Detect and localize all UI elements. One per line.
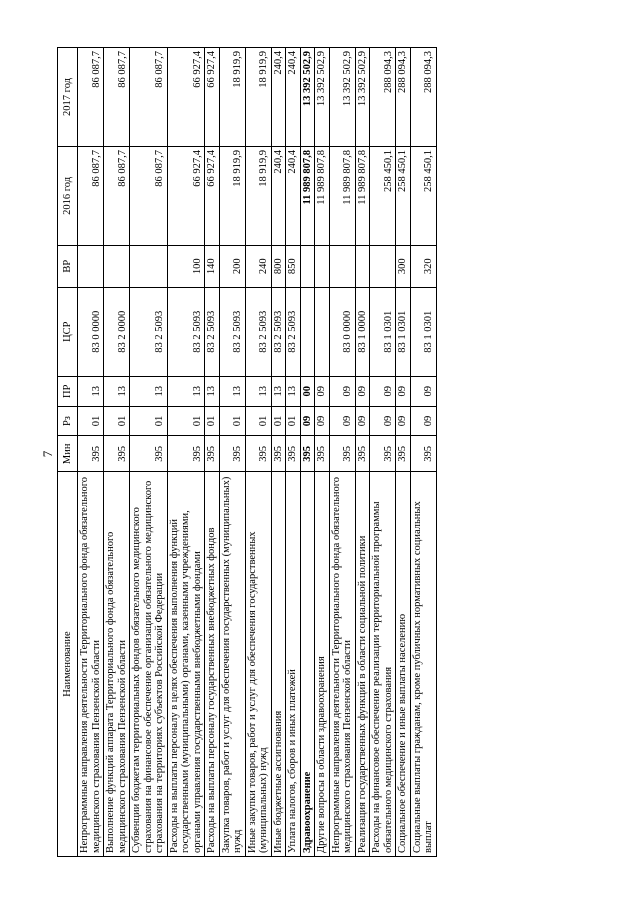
cell-name: Иные бюджетные ассигнования xyxy=(271,472,286,857)
table-row xyxy=(315,48,330,857)
cell-name: Иные закупки товаров, работ и услуг для обеспечения государственных (муниципальных) нужд xyxy=(245,472,271,857)
cell-2016: 11 989 807,8 xyxy=(355,146,370,245)
cell-rz: 01 xyxy=(245,406,271,436)
cell-rz: 01 xyxy=(167,406,205,436)
cell-vr xyxy=(78,245,104,287)
cell-vr: 320 xyxy=(410,245,436,287)
cell-2017: 18 919,9 xyxy=(219,48,245,147)
cell-csr: 83 0 0000 xyxy=(329,287,355,376)
cell-vr xyxy=(370,245,396,287)
table-row xyxy=(78,48,104,857)
table-row xyxy=(130,48,168,857)
cell-2016: 11 989 807,8 xyxy=(329,146,355,245)
cell-csr: 83 2 5093 xyxy=(130,287,168,376)
cell-csr: 83 2 5093 xyxy=(286,287,301,376)
cell-vr: 800 xyxy=(271,245,286,287)
table-row xyxy=(286,48,301,857)
cell-rz: 01 xyxy=(219,406,245,436)
cell-pr: 09 xyxy=(355,376,370,406)
cell-rz: 09 xyxy=(355,406,370,436)
cell-pr: 09 xyxy=(370,376,396,406)
cell-min: 395 xyxy=(78,436,104,472)
column-header-2017: 2017 год xyxy=(58,48,78,147)
cell-pr: 13 xyxy=(219,376,245,406)
cell-min: 395 xyxy=(167,436,205,472)
cell-2016: 11 989 807,8 xyxy=(315,146,330,245)
column-header-csr: ЦСР xyxy=(58,287,78,376)
column-header-vr: ВР xyxy=(58,245,78,287)
cell-pr: 09 xyxy=(410,376,436,406)
cell-2016: 86 087,7 xyxy=(130,146,168,245)
cell-rz: 01 xyxy=(130,406,168,436)
cell-csr: 83 0 0000 xyxy=(78,287,104,376)
column-header-min: Мин xyxy=(58,436,78,472)
cell-2016: 11 989 807,8 xyxy=(300,146,315,245)
table-row xyxy=(104,48,130,857)
cell-rz: 01 xyxy=(78,406,104,436)
cell-min: 395 xyxy=(130,436,168,472)
table-row xyxy=(329,48,355,857)
table-row xyxy=(355,48,370,857)
cell-csr: 83 2 5093 xyxy=(271,287,286,376)
cell-name: Социальные выплаты гражданам, кроме публичных нормативных социальных выплат xyxy=(410,472,436,857)
cell-2016: 240,4 xyxy=(271,146,286,245)
cell-name: Непрограммные направления деятельности Территориального фонда обязательного медицинского страхования Пензенской области xyxy=(78,472,104,857)
cell-2016: 18 919,9 xyxy=(219,146,245,245)
cell-2016: 258 450,1 xyxy=(370,146,396,245)
cell-name: Расходы на выплаты персоналу государственных внебюджетных фондов xyxy=(205,472,220,857)
cell-min: 395 xyxy=(219,436,245,472)
table-row xyxy=(205,48,220,857)
cell-2017: 240,4 xyxy=(271,48,286,147)
cell-name: Расходы на финансовое обеспечение реализации территориальной программы обязательного медицинского страхования xyxy=(370,472,396,857)
cell-name: Выполнение функций аппарата Территориального фонда обязательного медицинского страхования Пензенской области xyxy=(104,472,130,857)
cell-rz: 09 xyxy=(396,406,411,436)
cell-min: 395 xyxy=(396,436,411,472)
cell-min: 395 xyxy=(355,436,370,472)
cell-2017: 13 392 502,9 xyxy=(315,48,330,147)
cell-2017: 240,4 xyxy=(286,48,301,147)
cell-csr: 83 2 5093 xyxy=(219,287,245,376)
cell-name: Расходы на выплаты персоналу в целях обеспечения выполнения функций государственными (муниципальными) органами, казенными учреждениями, органами управления государственными внебюджетными фондами xyxy=(167,472,205,857)
cell-pr: 09 xyxy=(315,376,330,406)
cell-2016: 66 927,4 xyxy=(205,146,220,245)
cell-pr: 13 xyxy=(104,376,130,406)
cell-csr: 83 2 5093 xyxy=(205,287,220,376)
cell-min: 395 xyxy=(271,436,286,472)
cell-vr: 100 xyxy=(167,245,205,287)
cell-2017: 86 087,7 xyxy=(130,48,168,147)
cell-2017: 288 094,3 xyxy=(370,48,396,147)
cell-vr xyxy=(315,245,330,287)
cell-2017: 13 392 502,9 xyxy=(355,48,370,147)
cell-name: Субвенции бюджетам территориальных фондов обязательного медицинского страхования на финансовое обеспечение организации обязательного медицинского страхования на территориях субъектов Российской Федерации xyxy=(130,472,168,857)
table-row xyxy=(396,48,411,857)
cell-rz: 09 xyxy=(315,406,330,436)
cell-vr: 200 xyxy=(219,245,245,287)
cell-vr: 850 xyxy=(286,245,301,287)
cell-name: Социальное обеспечение и иные выплаты населению xyxy=(396,472,411,857)
cell-csr: 83 2 5093 xyxy=(245,287,271,376)
column-header-name: Наименование xyxy=(58,472,78,857)
column-header-rz: Рз xyxy=(58,406,78,436)
cell-csr: 83 1 0301 xyxy=(396,287,411,376)
table-header-row xyxy=(58,48,78,857)
cell-csr xyxy=(315,287,330,376)
cell-name: Реализация государственных функций в области социальной политики xyxy=(355,472,370,857)
cell-csr: 83 2 5093 xyxy=(167,287,205,376)
cell-2016: 86 087,7 xyxy=(104,146,130,245)
cell-name: Здравоохранение xyxy=(300,472,315,857)
cell-name: Уплата налогов, сборов и иных платежей xyxy=(286,472,301,857)
cell-min: 395 xyxy=(104,436,130,472)
cell-rz: 01 xyxy=(286,406,301,436)
cell-vr xyxy=(355,245,370,287)
cell-2017: 18 919,9 xyxy=(245,48,271,147)
budget-table xyxy=(57,47,437,857)
cell-pr: 09 xyxy=(396,376,411,406)
cell-name: Непрограммные направления деятельности Территориального фонда обязательного медицинского страхования Пензенской области xyxy=(329,472,355,857)
cell-2017: 288 094,3 xyxy=(396,48,411,147)
cell-min: 395 xyxy=(370,436,396,472)
cell-min: 395 xyxy=(410,436,436,472)
cell-pr: 09 xyxy=(329,376,355,406)
cell-2016: 240,4 xyxy=(286,146,301,245)
rotated-page-content xyxy=(57,47,583,857)
cell-vr xyxy=(104,245,130,287)
cell-pr: 13 xyxy=(286,376,301,406)
table-row xyxy=(271,48,286,857)
cell-2016: 18 919,9 xyxy=(245,146,271,245)
cell-vr xyxy=(130,245,168,287)
cell-csr xyxy=(300,287,315,376)
cell-min: 395 xyxy=(329,436,355,472)
page-number: 7 xyxy=(40,450,55,458)
cell-rz: 09 xyxy=(329,406,355,436)
cell-pr: 13 xyxy=(205,376,220,406)
cell-rz: 09 xyxy=(410,406,436,436)
table-row xyxy=(245,48,271,857)
table-row xyxy=(219,48,245,857)
cell-2016: 86 087,7 xyxy=(78,146,104,245)
column-header-pr: ПР xyxy=(58,376,78,406)
cell-name: Другие вопросы в области здравоохранения xyxy=(315,472,330,857)
cell-min: 395 xyxy=(205,436,220,472)
cell-vr: 300 xyxy=(396,245,411,287)
cell-2017: 13 392 502,9 xyxy=(329,48,355,147)
cell-pr: 13 xyxy=(130,376,168,406)
cell-pr: 13 xyxy=(78,376,104,406)
cell-csr: 83 1 0301 xyxy=(370,287,396,376)
cell-rz: 01 xyxy=(205,406,220,436)
cell-pr: 13 xyxy=(271,376,286,406)
cell-2017: 66 927,4 xyxy=(205,48,220,147)
cell-2016: 66 927,4 xyxy=(167,146,205,245)
cell-min: 395 xyxy=(315,436,330,472)
cell-min: 395 xyxy=(300,436,315,472)
cell-pr: 13 xyxy=(167,376,205,406)
cell-csr: 83 2 0000 xyxy=(104,287,130,376)
table-row xyxy=(370,48,396,857)
cell-2017: 86 087,7 xyxy=(78,48,104,147)
cell-name: Закупка товаров, работ и услуг для обеспечения государственных (муниципальных) нужд xyxy=(219,472,245,857)
cell-rz: 01 xyxy=(271,406,286,436)
table-row xyxy=(167,48,205,857)
cell-vr xyxy=(300,245,315,287)
cell-2017: 66 927,4 xyxy=(167,48,205,147)
cell-2017: 288 094,3 xyxy=(410,48,436,147)
cell-vr: 140 xyxy=(205,245,220,287)
cell-rz: 09 xyxy=(300,406,315,436)
cell-csr: 83 1 0301 xyxy=(410,287,436,376)
cell-vr: 240 xyxy=(245,245,271,287)
cell-2017: 13 392 502,9 xyxy=(300,48,315,147)
table-row xyxy=(300,48,315,857)
cell-2016: 258 450,1 xyxy=(410,146,436,245)
cell-2017: 86 087,7 xyxy=(104,48,130,147)
cell-rz: 09 xyxy=(370,406,396,436)
cell-pr: 13 xyxy=(245,376,271,406)
cell-2016: 258 450,1 xyxy=(396,146,411,245)
cell-pr: 00 xyxy=(300,376,315,406)
table-row xyxy=(410,48,436,857)
cell-min: 395 xyxy=(245,436,271,472)
column-header-2016: 2016 год xyxy=(58,146,78,245)
cell-vr xyxy=(329,245,355,287)
cell-csr: 83 1 0000 xyxy=(355,287,370,376)
cell-min: 395 xyxy=(286,436,301,472)
cell-rz: 01 xyxy=(104,406,130,436)
